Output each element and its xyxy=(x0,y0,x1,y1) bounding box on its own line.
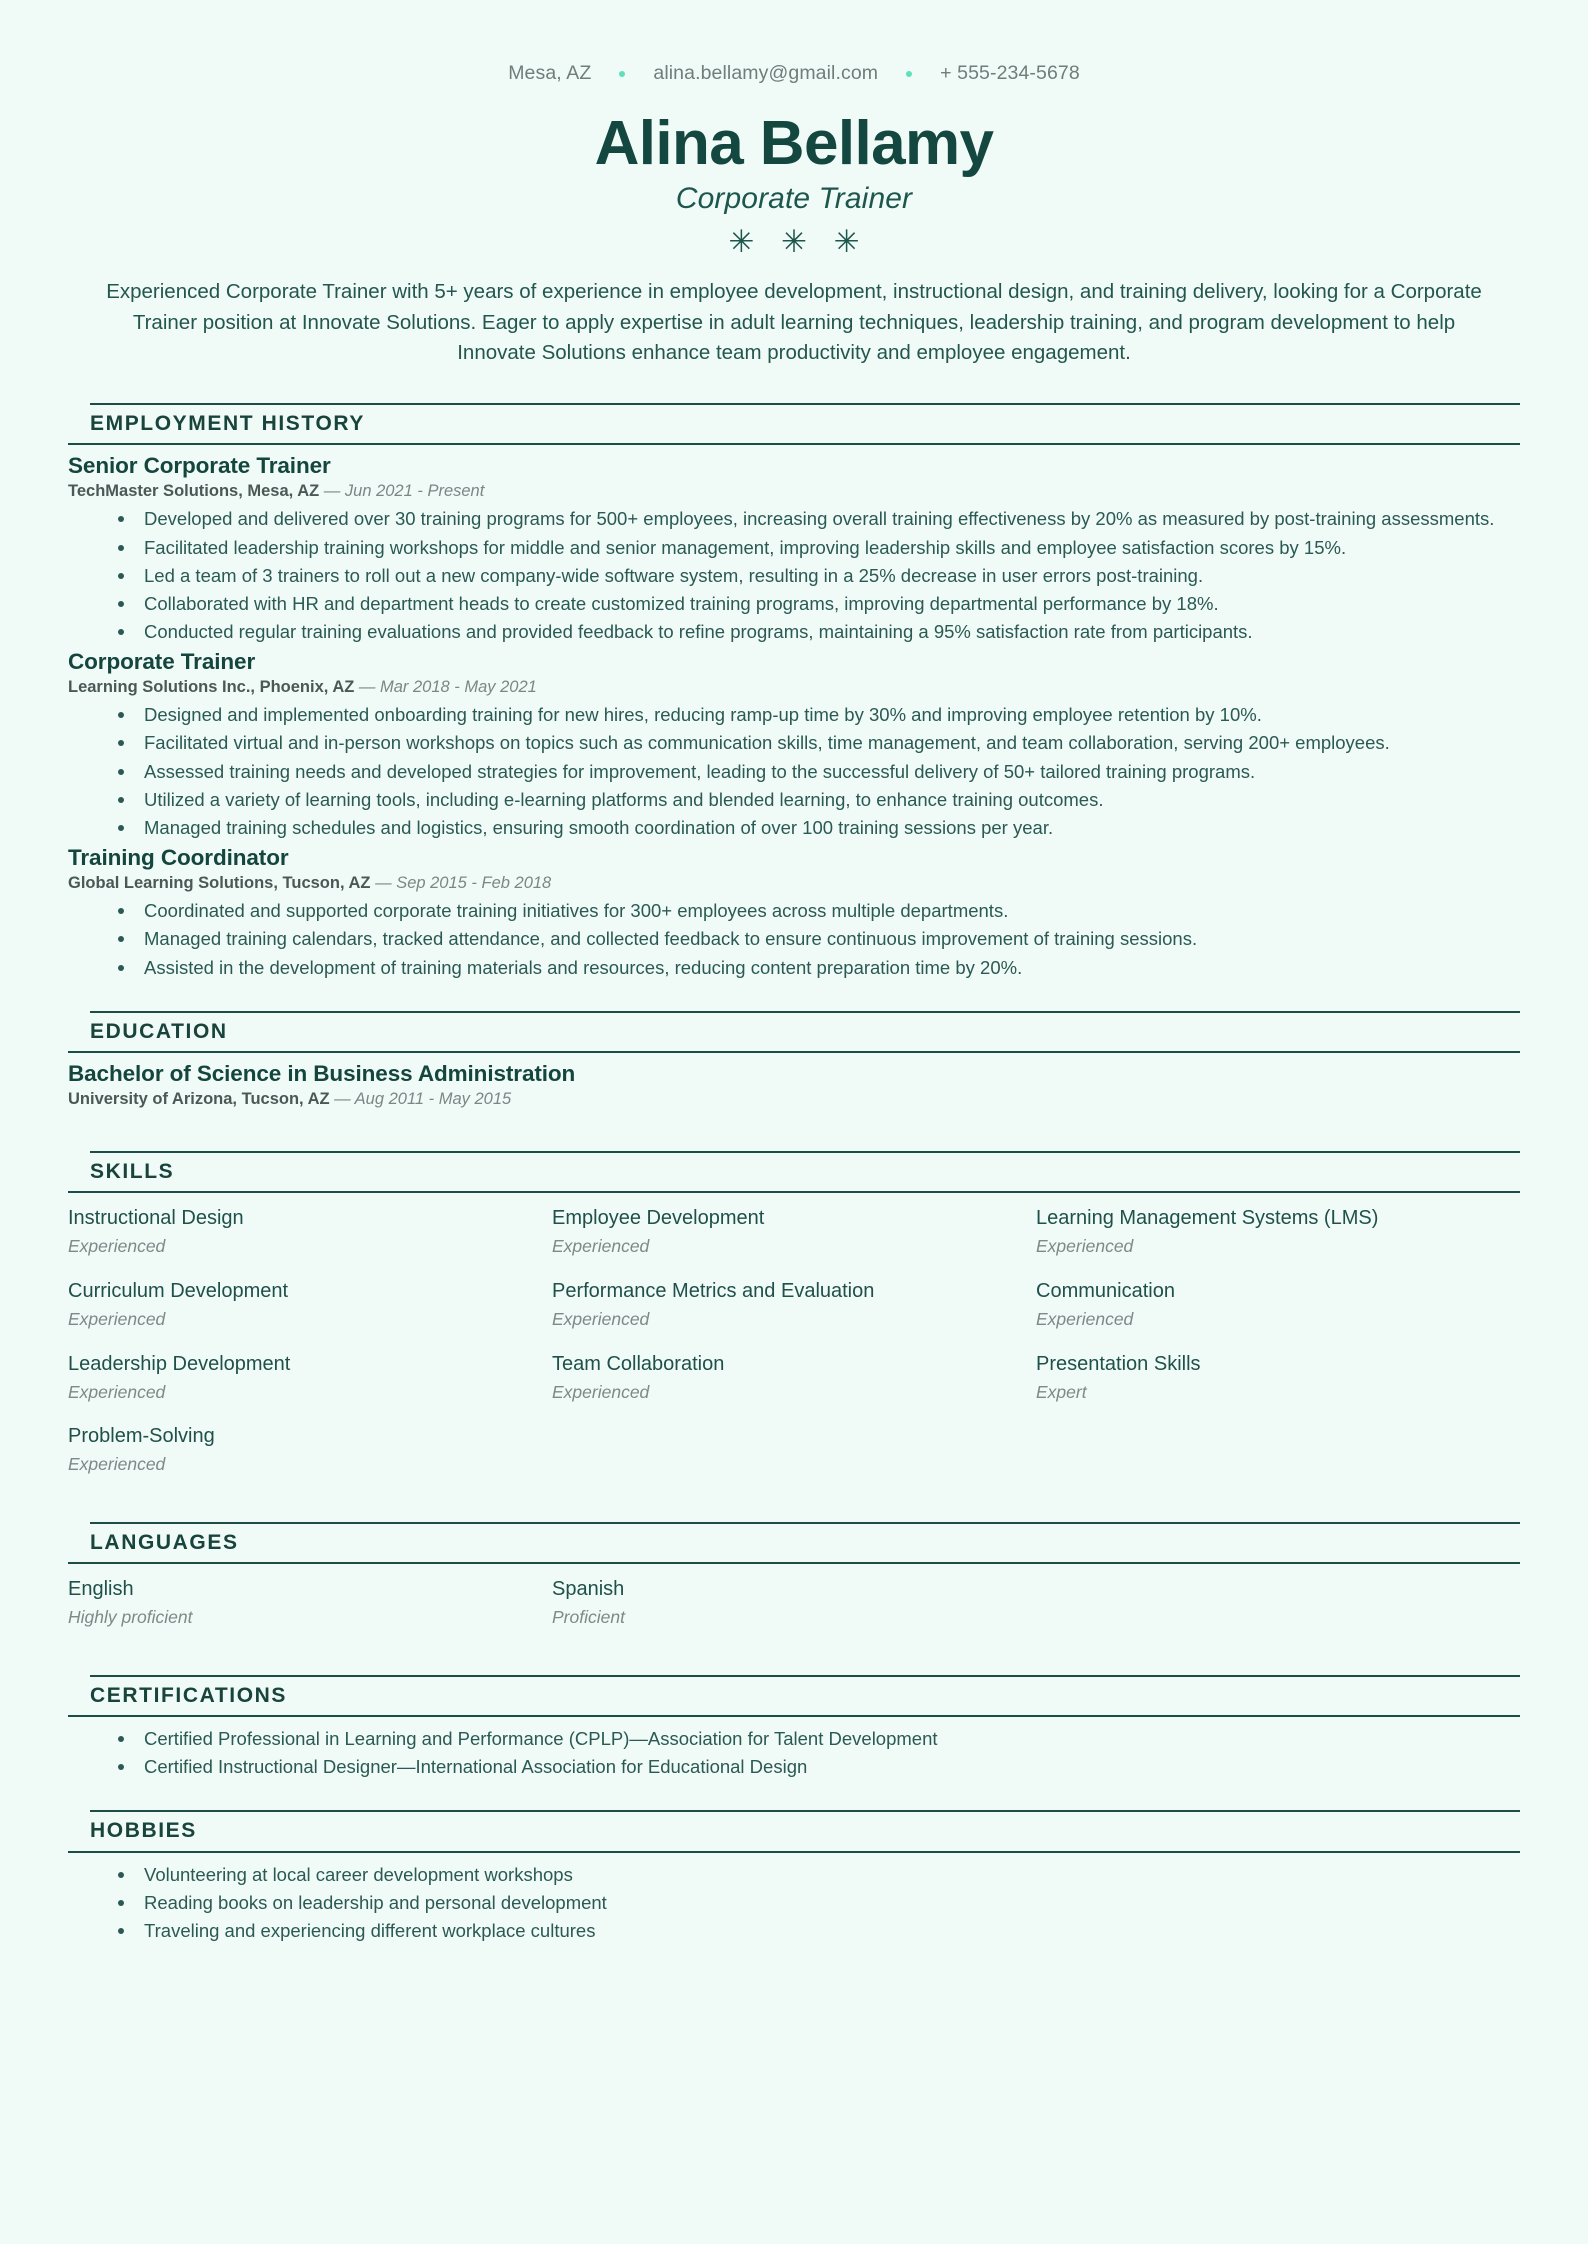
skill-level: Experienced xyxy=(68,1308,166,1329)
section-header xyxy=(68,1810,1520,1852)
section-header xyxy=(68,403,1520,445)
skill-name: Curriculum Development xyxy=(68,1279,289,1302)
spacer xyxy=(68,1657,1520,1675)
section-rule-bottom xyxy=(68,1851,1520,1853)
employment-meta xyxy=(68,678,1520,697)
hobby-item: Volunteering at local career development workshops xyxy=(116,1861,1520,1888)
employment-entry xyxy=(68,649,1520,841)
dot-separator-icon xyxy=(619,71,625,77)
skill-item xyxy=(552,1201,1036,1274)
employment-org: Global Learning Solutions, Tucson, AZ xyxy=(68,874,371,893)
language-level: Proficient xyxy=(552,1607,625,1628)
skill-item xyxy=(552,1347,1036,1420)
employment-dates: Mar 2018 - May 2021 xyxy=(380,678,537,697)
employment-org: TechMaster Solutions, Mesa, AZ xyxy=(68,482,320,501)
skill-level: Experienced xyxy=(552,1381,650,1402)
employment-bullet: Conducted regular training evaluations and provided feedback to refine programs, maintaining a 95% satisfaction rate from participants. xyxy=(116,618,1520,645)
employment-meta xyxy=(68,482,1520,501)
employment-bullet: Utilized a variety of learning tools, including e-learning platforms and blended learning, to enhance training outcomes. xyxy=(116,786,1520,813)
skill-level: Experienced xyxy=(552,1308,650,1329)
employment-bullet: Managed training schedules and logistics, ensuring smooth coordination of over 100 training sessions per year. xyxy=(116,814,1520,841)
skill-item xyxy=(68,1274,552,1347)
skill-level: Experienced xyxy=(68,1236,166,1257)
employment-meta xyxy=(68,874,1520,893)
employment-bullet: Coordinated and supported corporate training initiatives for 300+ employees across multiple departments. xyxy=(116,897,1520,924)
skill-name: Leadership Development xyxy=(68,1352,291,1375)
skill-name: Instructional Design xyxy=(68,1207,244,1230)
certification-item: Certified Instructional Designer—International Association for Educational Design xyxy=(116,1753,1520,1780)
section-rule-bottom xyxy=(68,443,1520,445)
skill-level: Expert xyxy=(1036,1381,1087,1402)
section-header xyxy=(68,1011,1520,1053)
employment-dates: Jun 2021 - Present xyxy=(344,482,485,501)
language-name: Spanish xyxy=(552,1578,625,1601)
employment-bullet: Developed and delivered over 30 training programs for 500+ employees, increasing overall training effectiveness by 20% as measured by post-training assessments. xyxy=(116,505,1520,532)
employment-bullets xyxy=(68,505,1520,645)
section-certifications xyxy=(68,1675,1520,1781)
employment-bullet: Led a team of 3 trainers to roll out a new company-wide software system, resulting in a 25% decrease in user errors post-training. xyxy=(116,562,1520,589)
skill-item xyxy=(1036,1274,1520,1347)
skill-item xyxy=(68,1419,552,1492)
candidate-title: Corporate Trainer xyxy=(675,181,913,215)
education-degree: Bachelor of Science in Business Administration xyxy=(68,1060,576,1086)
professional-summary: Experienced Corporate Trainer with 5+ years of experience in employee development, instructional design, and training delivery, looking for a Corporate Trainer position at Innovate Solutions. Eager to apply expertise in adult learning techniques, leadership training, and program development to help Innovate Solutions enhance team productivity and employee engagement. xyxy=(106,279,1482,365)
language-level: Highly proficient xyxy=(68,1607,193,1628)
skill-level: Experienced xyxy=(68,1381,166,1402)
skill-level: Experienced xyxy=(552,1236,650,1257)
section-employment-history xyxy=(68,403,1520,981)
education-entry-list xyxy=(68,1061,1520,1109)
employment-entry xyxy=(68,453,1520,645)
section-rule-bottom xyxy=(68,1562,1520,1564)
skills-grid xyxy=(68,1201,1520,1492)
spacer xyxy=(68,1504,1520,1522)
employment-separator: — xyxy=(319,482,345,501)
education-entry xyxy=(68,1061,1520,1109)
spacer xyxy=(68,1792,1520,1810)
section-hobbies xyxy=(68,1810,1520,1944)
contact-line xyxy=(68,62,1520,85)
employment-bullets xyxy=(68,897,1520,981)
section-skills xyxy=(68,1151,1520,1492)
skill-name: Problem-Solving xyxy=(68,1425,215,1448)
employment-bullets xyxy=(68,701,1520,841)
skill-name: Communication xyxy=(1036,1279,1175,1302)
employment-separator: — xyxy=(370,874,397,893)
skill-item xyxy=(68,1347,552,1420)
employment-bullet: Managed training calendars, tracked attendance, and collected feedback to ensure continuous improvement of training sessions. xyxy=(116,925,1520,952)
section-rule-bottom xyxy=(68,1715,1520,1717)
spacer xyxy=(68,993,1520,1011)
section-languages xyxy=(68,1522,1520,1645)
skill-name: Learning Management Systems (LMS) xyxy=(1036,1207,1379,1230)
employment-role: Training Coordinator xyxy=(68,845,289,871)
language-item xyxy=(68,1572,552,1645)
education-meta xyxy=(68,1090,1520,1109)
education-institution: University of Arizona, Tucson, AZ xyxy=(68,1089,330,1108)
skill-item xyxy=(552,1274,1036,1347)
education-separator: — xyxy=(329,1089,355,1108)
employment-bullet: Designed and implemented onboarding training for new hires, reducing ramp-up time by 30% and improving employee retention by 10%. xyxy=(116,701,1520,728)
section-title-skills: SKILLS xyxy=(90,1159,175,1183)
contact-phone[interactable]: + 555-234-5678 xyxy=(940,62,1080,84)
candidate-name: Alina Bellamy xyxy=(594,109,994,178)
employment-separator: — xyxy=(354,678,380,697)
languages-grid xyxy=(68,1572,1520,1645)
section-header xyxy=(68,1151,1520,1193)
section-title-languages: LANGUAGES xyxy=(90,1531,239,1555)
hobby-item: Reading books on leadership and personal development xyxy=(116,1889,1520,1916)
hobby-item: Traveling and experiencing different workplace cultures xyxy=(116,1917,1520,1944)
asterisk-divider-icon: ✳ ✳ ✳ xyxy=(728,223,869,259)
language-item xyxy=(552,1572,1036,1645)
section-rule-bottom xyxy=(68,1191,1520,1193)
employment-bullet: Facilitated leadership training workshops for middle and senior management, improving leadership skills and employee satisfaction scores by 15%. xyxy=(116,534,1520,561)
skill-level: Experienced xyxy=(1036,1308,1134,1329)
skill-item xyxy=(1036,1201,1520,1274)
certification-item: Certified Professional in Learning and Performance (CPLP)—Association for Talent Development xyxy=(116,1725,1520,1752)
employment-bullet: Assessed training needs and developed strategies for improvement, leading to the successful delivery of 50+ tailored training programs. xyxy=(116,758,1520,785)
skill-name: Team Collaboration xyxy=(552,1352,725,1375)
employment-bullet: Assisted in the development of training materials and resources, reducing content preparation time by 20%. xyxy=(116,954,1520,981)
contact-email[interactable]: alina.bellamy@gmail.com xyxy=(653,62,879,84)
language-name: English xyxy=(68,1578,134,1601)
section-title-hobbies: HOBBIES xyxy=(90,1819,197,1843)
employment-entry-list xyxy=(68,453,1520,980)
contact-location: Mesa, AZ xyxy=(508,62,592,84)
skill-item xyxy=(1036,1347,1520,1420)
spacer xyxy=(68,1121,1520,1151)
skill-name: Performance Metrics and Evaluation xyxy=(552,1279,875,1302)
section-header xyxy=(68,1675,1520,1717)
skill-level: Experienced xyxy=(68,1454,166,1475)
section-header xyxy=(68,1522,1520,1564)
skill-item xyxy=(68,1201,552,1274)
employment-entry xyxy=(68,845,1520,981)
education-dates: Aug 2011 - May 2015 xyxy=(354,1089,512,1108)
section-education xyxy=(68,1011,1520,1109)
employment-role: Senior Corporate Trainer xyxy=(68,453,331,479)
certifications-list xyxy=(68,1725,1520,1780)
hobbies-list xyxy=(68,1861,1520,1945)
section-title-certifications: CERTIFICATIONS xyxy=(90,1683,288,1707)
employment-role: Corporate Trainer xyxy=(68,649,256,675)
dot-separator-icon xyxy=(906,71,912,77)
employment-bullet: Collaborated with HR and department heads to create customized training programs, improving departmental performance by 18%. xyxy=(116,590,1520,617)
skill-name: Employee Development xyxy=(552,1207,765,1230)
skill-name: Presentation Skills xyxy=(1036,1352,1201,1375)
section-rule-bottom xyxy=(68,1051,1520,1053)
employment-bullet: Facilitated virtual and in-person workshops on topics such as communication skills, time management, and team collaboration, serving 200+ employees. xyxy=(116,729,1520,756)
skill-level: Experienced xyxy=(1036,1236,1134,1257)
employment-org: Learning Solutions Inc., Phoenix, AZ xyxy=(68,678,355,697)
section-title-employment: EMPLOYMENT HISTORY xyxy=(90,412,365,436)
section-title-education: EDUCATION xyxy=(90,1019,228,1043)
employment-dates: Sep 2015 - Feb 2018 xyxy=(396,874,552,893)
